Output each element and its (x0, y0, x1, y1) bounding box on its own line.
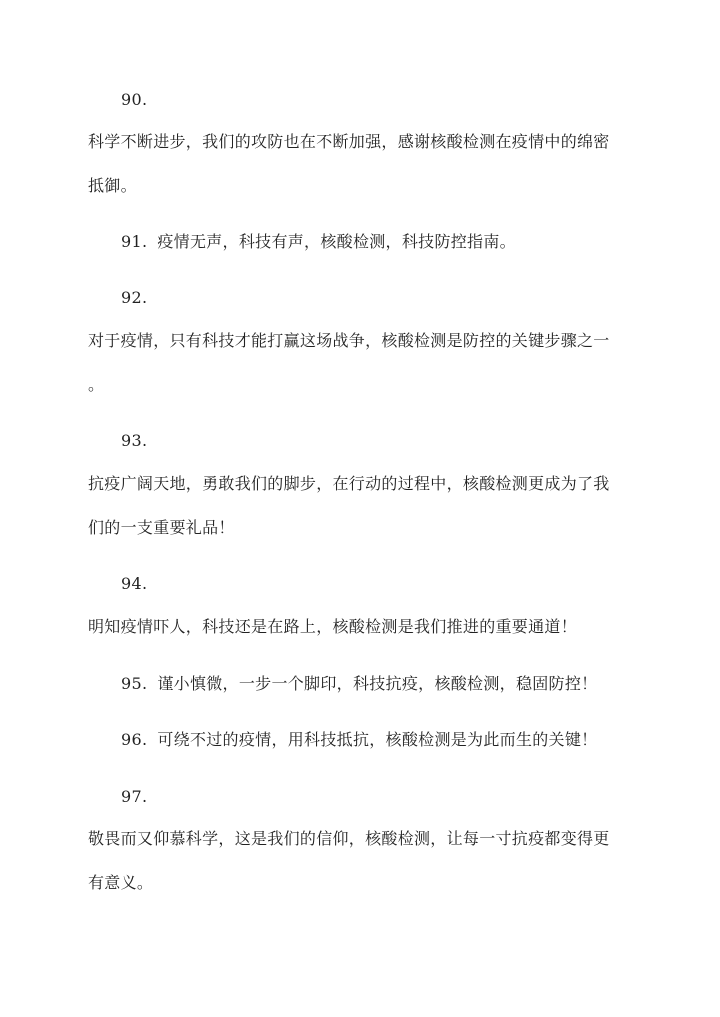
item-text-line: 敬畏而又仰慕科学，这是我们的信仰，核酸检测，让每一寸抗疫都变得更 (88, 829, 610, 848)
item-text-line: 们的一支重要礼品！ (88, 518, 235, 537)
item-number-97: 97. (121, 787, 148, 806)
item-text-line: 抵御。 (88, 176, 137, 195)
item-number-90: 90. (121, 90, 148, 109)
item-text-line: 对于疫情，只有科技才能打赢这场战争，核酸检测是防控的关键步骤之一 (88, 331, 610, 350)
item-number-95: 95. (121, 674, 148, 693)
item-number-92: 92. (121, 288, 148, 307)
item-number-96: 96. (121, 730, 148, 749)
item-96 (121, 730, 597, 750)
item-text-line: 明知疫情吓人，科技还是在路上，核酸检测是我们推进的重要通道！ (88, 617, 578, 636)
item-text: 可绕不过的疫情，用科技抵抗，核酸检测是为此而生的关键！ (157, 730, 598, 749)
item-number-93: 93. (121, 431, 148, 450)
item-number-94: 94. (121, 574, 148, 593)
item-91 (121, 232, 516, 252)
item-text: 疫情无声，科技有声，核酸检测，科技防控指南。 (157, 232, 516, 251)
item-text-line: 。 (88, 375, 105, 394)
item-text-line: 抗疫广阔天地，勇敢我们的脚步，在行动的过程中，核酸检测更成为了我 (88, 474, 610, 493)
item-text-line: 科学不断进步，我们的攻防也在不断加强，感谢核酸检测在疫情中的绵密 (88, 132, 610, 151)
item-number-91: 91. (121, 232, 148, 251)
item-text-line: 有意义。 (88, 873, 154, 892)
item-text: 谨小慎微，一步一个脚印，科技抗疫，核酸检测，稳固防控！ (157, 674, 598, 693)
item-95 (121, 674, 597, 694)
